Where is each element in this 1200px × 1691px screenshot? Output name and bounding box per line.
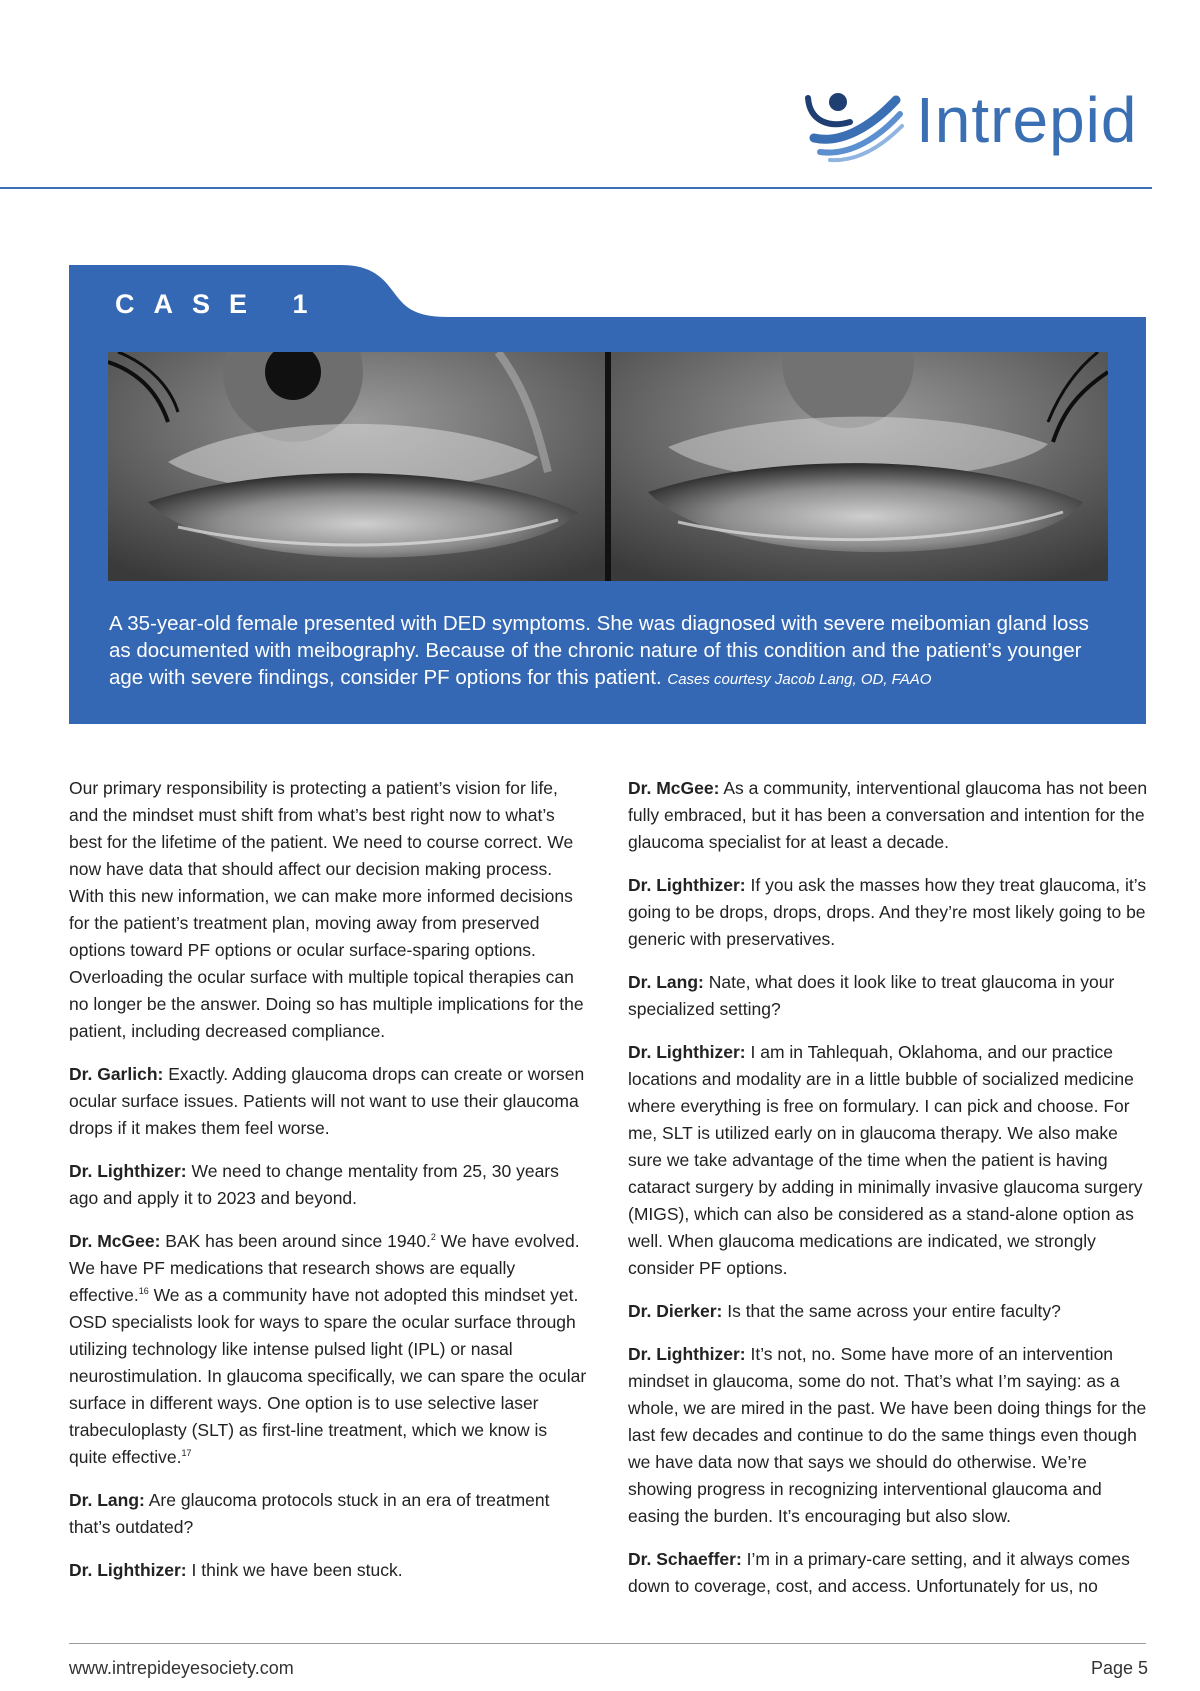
intrepid-logo xyxy=(800,80,1150,170)
dialogue-text: Exactly. Adding glaucoma drops can create or worsen ocular surface issues. Patients will not want to use their glaucoma drops if it makes them feel worse. xyxy=(69,1064,585,1138)
dialogue-text: If you ask the masses how they treat glaucoma, it’s going to be drops, drops, drops. And they’re most likely going to be generic with preservatives. xyxy=(628,875,1147,949)
dialogue-text: Are glaucoma protocols stuck in an era of treatment that’s outdated? xyxy=(69,1490,550,1537)
footer-divider xyxy=(69,1643,1146,1644)
dialogue-text: BAK has been around since 1940. xyxy=(160,1231,431,1251)
dialogue-text: We as a community have not adopted this mindset yet. OSD specialists look for ways to spare the ocular surface through utilizing technology like intense pulsed light (IPL) or nasal neurostimulation. In glaucoma specifically, we can spare the ocular surface in different ways. One option is to use selective laser trabeculoplasty (SLT) as first-line treatment, which we know is quite effective. xyxy=(69,1285,587,1467)
dialogue-text: Nate, what does it look like to treat glaucoma in your specialized setting? xyxy=(628,972,1115,1019)
speaker-name: Dr. Lighthizer: xyxy=(69,1560,187,1580)
intro-paragraph: Our primary responsibility is protecting a patient’s vision for life, and the mindset must shift from what’s best right now to what’s best for the lifetime of the patient. We need to course correct. We now have data that should affect our decision making process. With this new information, we can make more informed decisions for the patient’s treatment plan, moving away from preserved options toward PF options or ocular surface-sparing options. Overloading the ocular surface with multiple topical therapies can no longer be the answer. Doing so has multiple implications for the patient, including decreased compliance. xyxy=(69,778,584,1041)
reference-superscript: 2 xyxy=(430,1232,436,1243)
reference-superscript: 17 xyxy=(181,1448,192,1459)
dialogue-paragraph xyxy=(69,1158,589,1212)
dialogue-text: Is that the same across your entire faculty? xyxy=(722,1301,1061,1321)
case-caption-text: A 35-year-old female presented with DED symptoms. She was diagnosed with severe meibomian gland loss as documented with meibography. Because of the chronic nature of this condition and the patient’s younger age with severe findings, consider PF options for this patient. xyxy=(109,612,1089,689)
dialogue-paragraph xyxy=(628,775,1148,856)
speaker-name: Dr. Lang: xyxy=(69,1490,145,1510)
dialogue-text: I am in Tahlequah, Oklahoma, and our practice locations and modality are in a little bubble of socialized medicine where everything is free on formulary. I can pick and choose. For me, SLT is utilized early on in glaucoma therapy. We also make sure we take advantage of the time when the patient is having cataract surgery by adding in minimally invasive glaucoma surgery (MIGS), which can also be considered as a stand-alone option as well. When glaucoma medications are indicated, we strongly consider PF options. xyxy=(628,1042,1143,1278)
dialogue-paragraph xyxy=(69,1487,589,1541)
case-caption xyxy=(109,610,1109,693)
dialogue-paragraph xyxy=(628,1341,1148,1530)
dialogue-paragraph xyxy=(628,1039,1148,1282)
dialogue-paragraph xyxy=(628,969,1148,1023)
reference-superscript: 16 xyxy=(138,1286,149,1297)
dialogue-paragraph xyxy=(69,1557,589,1584)
speaker-name: Dr. Lighthizer: xyxy=(628,1344,746,1364)
case-label: CASE 1 xyxy=(115,289,327,319)
left-column xyxy=(69,775,589,1600)
dialogue-text: It’s not, no. Some have more of an intervention mindset in glaucoma, some do not. That’s what I’m saying: as a whole, we are mired in the past. We have been doing things for the last few decades and continue to do the same things even though we have data now that says we should do otherwise. We’re showing progress in recognizing interventional glaucoma and easing the burden. It’s encouraging but also slow. xyxy=(628,1344,1147,1526)
dialogue-paragraph xyxy=(628,1546,1148,1600)
dialogue-paragraph xyxy=(628,1298,1148,1325)
speaker-name: Dr. Dierker: xyxy=(628,1301,723,1321)
speaker-name: Dr. Garlich: xyxy=(69,1064,164,1084)
case-1-panel xyxy=(69,265,1146,724)
dialogue-paragraph xyxy=(69,1061,589,1142)
dialogue-text: We have evolved. We have PF medications that research shows are equally effective. xyxy=(69,1231,580,1305)
speaker-name: Dr. Schaeffer: xyxy=(628,1549,742,1569)
speaker-name: Dr. Lighthizer: xyxy=(69,1161,187,1181)
dialogue-paragraph xyxy=(628,872,1148,953)
logo-wordmark: Intrepid xyxy=(916,84,1138,156)
dialogue-paragraph xyxy=(69,1228,589,1471)
speaker-name: Dr. Lang: xyxy=(628,972,704,992)
intrepid-eye-swoosh-icon xyxy=(800,88,906,164)
dialogue-text: We need to change mentality from 25, 30 years ago and apply it to 2023 and beyond. xyxy=(69,1161,559,1208)
meibography-image xyxy=(108,352,1108,581)
dialogue-text: As a community, interventional glaucoma has not been fully embraced, but it has been a conversation and intention for the glaucoma specialist for at least a decade. xyxy=(628,778,1148,852)
dialogue-text: I’m in a primary-care setting, and it always comes down to coverage, cost, and access. Unfortunately for us, no xyxy=(628,1549,1130,1596)
case-credit: Cases courtesy Jacob Lang, OD, FAAO xyxy=(667,671,932,688)
speaker-name: Dr. McGee: xyxy=(628,778,720,798)
right-column xyxy=(628,775,1148,1616)
speaker-name: Dr. Lighthizer: xyxy=(628,1042,746,1062)
dialogue-text: I think we have been stuck. xyxy=(186,1560,403,1580)
speaker-name: Dr. Lighthizer: xyxy=(628,875,746,895)
page-number: Page 5 xyxy=(1090,1658,1148,1678)
footer-url-link[interactable]: www.intrepideyesociety.com xyxy=(69,1658,294,1678)
header-divider xyxy=(0,187,1152,189)
speaker-name: Dr. McGee: xyxy=(69,1231,161,1251)
